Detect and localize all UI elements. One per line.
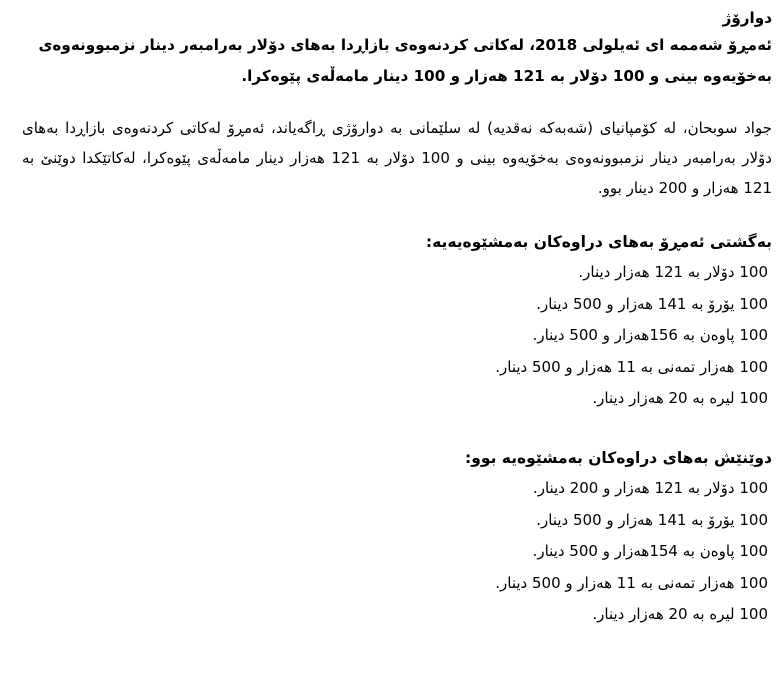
today-rate-usd: 100 دۆلار بە 121 هەزار دینار. xyxy=(578,263,768,281)
article-lead: ئەمڕۆ شەممە ای ئەیلولی 2018، لەکاتی کردنەوەی بازاڕدا بەهای دۆلار بەرامبەر دینار نزمبوونەوەی بەخۆیەوە بینی و 100 دۆلار بە 121 هەزار و 100 دینار مامەڵەی پێوەکرا. xyxy=(38,36,772,85)
yesterday-rate-irr: 100 هەزار تمەنی بە 11 هەزار و 500 دینار. xyxy=(495,573,768,592)
yesterday-rate-try: 100 لیرە بە 20 هەزار دینار. xyxy=(592,605,768,624)
yesterday-rates-heading: دوێنێش بەهای دراوەکان بەمشێوەیە بوو: xyxy=(465,448,772,467)
today-rate-try: 100 لیرە بە 20 هەزار دینار. xyxy=(592,389,768,408)
yesterday-rate-gbp: 100 پاوەن بە 154هەزار و 500 دینار. xyxy=(532,542,768,561)
today-rates-list xyxy=(22,257,772,415)
today-rate-irr: 100 هەزار تمەنی بە 11 هەزار و 500 دینار. xyxy=(495,357,768,376)
yesterday-rate-eur: 100 یۆرۆ بە 141 هەزار و 500 دینار. xyxy=(536,510,768,529)
today-rate-gbp: 100 پاوەن بە 156هەزار و 500 دینار. xyxy=(532,326,768,345)
today-rates-heading: بەگشتی ئەمڕۆ بەهای دراوەکان بەمشێوەیەیە: xyxy=(425,233,772,251)
article-body: جواد سوبحان، لە کۆمپانیای (شەبەکە نەقدیە) لە سلێمانی بە دوارۆژی ڕاگەیاند، ئەمڕۆ لەکاتی کردنەوەی بازاڕدا بەهای دۆلار بەرامبەر دینار نزمبوونەوەی بەخۆیەوە بینی و 100 دۆلار بە 121 هەزار دینار مامەڵەی پێوەکرا، لەکاتێکدا دوێنێ بە 121 هەزار و 200 دینار بوو. xyxy=(22,119,772,197)
yesterday-rate-usd: 100 دۆلار بە 121 هەزار و 200 دینار. xyxy=(532,478,768,497)
today-rate-eur: 100 یۆرۆ بە 141 هەزار و 500 دینار. xyxy=(536,294,768,313)
article-source-kicker: دوارۆژ xyxy=(722,9,772,27)
yesterday-rates-list xyxy=(22,473,772,631)
